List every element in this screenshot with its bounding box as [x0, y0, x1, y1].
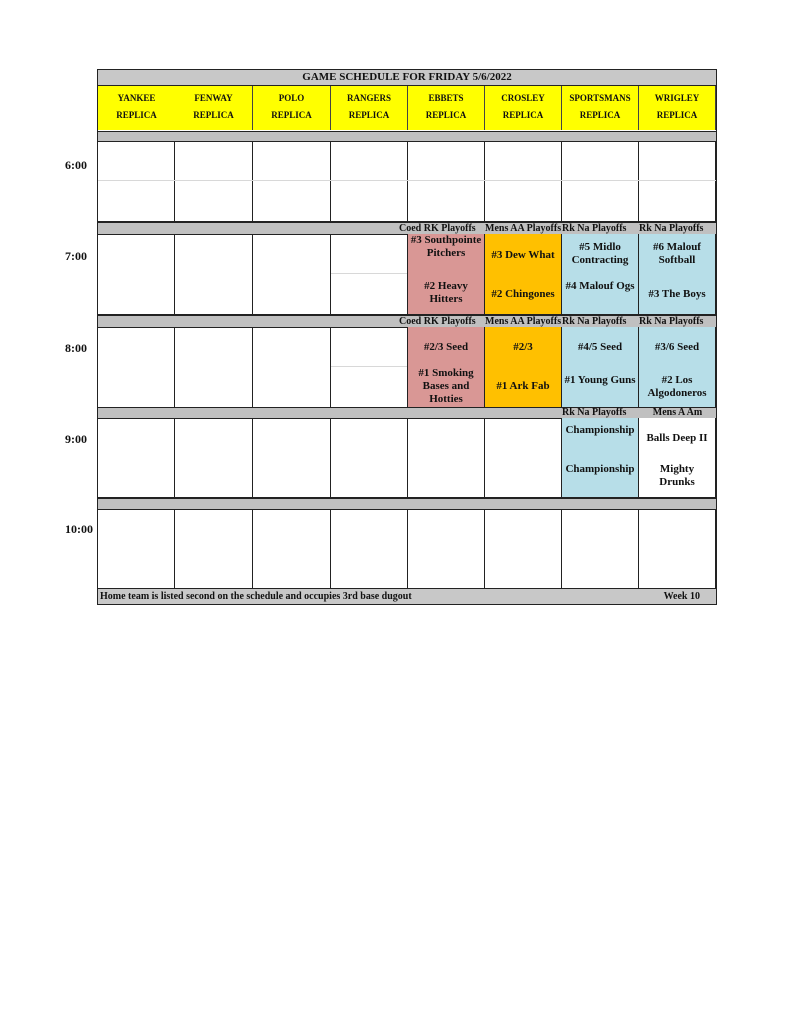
slot-cell [97, 418, 175, 497]
division-label-sportsmans-8: Rk Na Playoffs [562, 316, 627, 327]
time-label-7: 7:00 [65, 249, 87, 263]
row-divider [331, 273, 407, 274]
home-team: #1 Ark Fab [496, 380, 550, 392]
home-team: #2 Heavy Hitters [424, 280, 468, 305]
slot-cell [97, 234, 175, 314]
row-divider [97, 180, 717, 181]
home-team: #4 Malouf Ogs [565, 280, 635, 292]
schedule-title: GAME SCHEDULE FOR FRIDAY 5/6/2022 [97, 69, 717, 86]
home-team: #2 Chingones [491, 288, 555, 300]
away-team: #2/3 Seed [423, 341, 469, 353]
field-header-yankee [97, 86, 176, 130]
away-team: Balls Deep II [646, 432, 708, 444]
slot-cell [331, 141, 408, 221]
game-ebbets-7 [408, 234, 485, 314]
time-label-10: 10:00 [65, 522, 93, 536]
time-block-9 [97, 418, 717, 498]
field-sub: REPLICA [579, 110, 621, 120]
time-label-9: 9:00 [65, 432, 87, 446]
field-header-sportsmans [562, 86, 639, 130]
division-label-wrigley-9: Mens A Am [652, 407, 703, 418]
field-header-rangers [331, 86, 408, 130]
time-block-7 [97, 234, 717, 315]
game-crosley-7 [485, 234, 562, 314]
away-team: #5 Midlo Contracting [571, 241, 629, 266]
slot-cell [97, 327, 175, 407]
game-wrigley-9 [639, 418, 716, 497]
slot-cell [175, 234, 253, 314]
away-team: Championship [565, 424, 635, 436]
slot-cell [331, 418, 408, 497]
division-label-ebbets-8: Coed RK Playoffs [399, 316, 476, 327]
division-label-wrigley-7: Rk Na Playoffs [639, 223, 704, 234]
time-label-8: 8:00 [65, 341, 87, 355]
field-header-crosley [485, 86, 562, 130]
game-wrigley-7 [639, 234, 716, 314]
away-team: #3 Southpointe Pitchers [410, 234, 482, 259]
home-team: Championship [565, 463, 635, 475]
time-label-6: 6:00 [65, 158, 87, 172]
field-sub: REPLICA [656, 110, 698, 120]
home-team: Mighty Drunks [659, 463, 695, 488]
slot-cell [175, 418, 253, 497]
field-name: CROSLEY [501, 93, 545, 103]
game-sportsmans-8 [562, 327, 639, 407]
slot-cell [253, 509, 331, 588]
slot-cell [485, 418, 562, 497]
field-name: SPORTSMANS [569, 93, 631, 103]
slot-cell [175, 327, 253, 407]
slot-cell [562, 509, 639, 588]
away-team: #2/3 [513, 341, 533, 353]
slot-cell [331, 234, 408, 314]
field-sub: REPLICA [271, 110, 312, 120]
home-team: #1 Smoking Bases and Hotties [418, 367, 474, 405]
game-sportsmans-9 [562, 418, 639, 497]
field-sub: REPLICA [193, 110, 234, 120]
home-team: #3 The Boys [648, 288, 706, 300]
field-header-fenway [175, 86, 253, 130]
week-label: Week 10 [663, 591, 700, 602]
division-label-ebbets-7: Coed RK Playoffs [399, 223, 476, 234]
time-block-6 [97, 141, 717, 222]
slot-cell [485, 141, 562, 221]
away-team: #6 Malouf Softball [653, 241, 701, 266]
time-block-8 [97, 327, 717, 408]
slot-cell [175, 141, 253, 221]
field-sub: REPLICA [348, 110, 390, 120]
slot-cell [253, 418, 331, 497]
slot-cell [253, 327, 331, 407]
slot-cell [97, 509, 175, 588]
field-name: FENWAY [194, 93, 233, 103]
away-team: #3/6 Seed [654, 341, 700, 353]
game-wrigley-8 [639, 327, 716, 407]
slot-cell [639, 141, 716, 221]
slot-cell [253, 234, 331, 314]
slot-cell [331, 509, 408, 588]
division-label-crosley-8: Mens AA Playoffs [485, 316, 562, 327]
away-team: #4/5 Seed [577, 341, 623, 353]
division-label-sportsmans-7: Rk Na Playoffs [562, 223, 627, 234]
schedule-footer [97, 588, 717, 605]
game-sportsmans-7 [562, 234, 639, 314]
slot-cell [408, 418, 485, 497]
division-label-crosley-7: Mens AA Playoffs [485, 223, 562, 234]
field-sub: REPLICA [116, 110, 157, 120]
game-ebbets-8 [408, 327, 485, 407]
row-divider [331, 366, 407, 367]
footer-note: Home team is listed second on the schedule and occupies 3rd base dugout [100, 591, 412, 602]
slot-cell [331, 327, 408, 407]
slot-cell [175, 509, 253, 588]
slot-cell [253, 141, 331, 221]
time-block-10 [97, 509, 717, 589]
field-sub: REPLICA [502, 110, 544, 120]
division-label-wrigley-8: Rk Na Playoffs [639, 316, 704, 327]
field-sub: REPLICA [425, 110, 467, 120]
field-name: YANKEE [117, 93, 156, 103]
away-team: #3 Dew What [491, 249, 555, 261]
field-name: WRIGLEY [654, 93, 700, 103]
field-name: POLO [278, 93, 305, 103]
game-crosley-8 [485, 327, 562, 407]
home-team: #1 Young Guns [564, 374, 636, 386]
home-team: #2 Los Algodoneros [647, 374, 707, 399]
field-name: EBBETS [428, 93, 464, 103]
slot-cell [485, 509, 562, 588]
field-header-polo [253, 86, 331, 130]
slot-cell [408, 509, 485, 588]
division-label-sportsmans-9: Rk Na Playoffs [562, 407, 627, 418]
field-header-wrigley [639, 86, 716, 130]
field-name: RANGERS [346, 93, 391, 103]
slot-cell [408, 141, 485, 221]
slot-cell [562, 141, 639, 221]
slot-cell [639, 509, 716, 588]
slot-cell [97, 141, 175, 221]
field-header-ebbets [408, 86, 485, 130]
schedule-sheet [65, 69, 717, 605]
